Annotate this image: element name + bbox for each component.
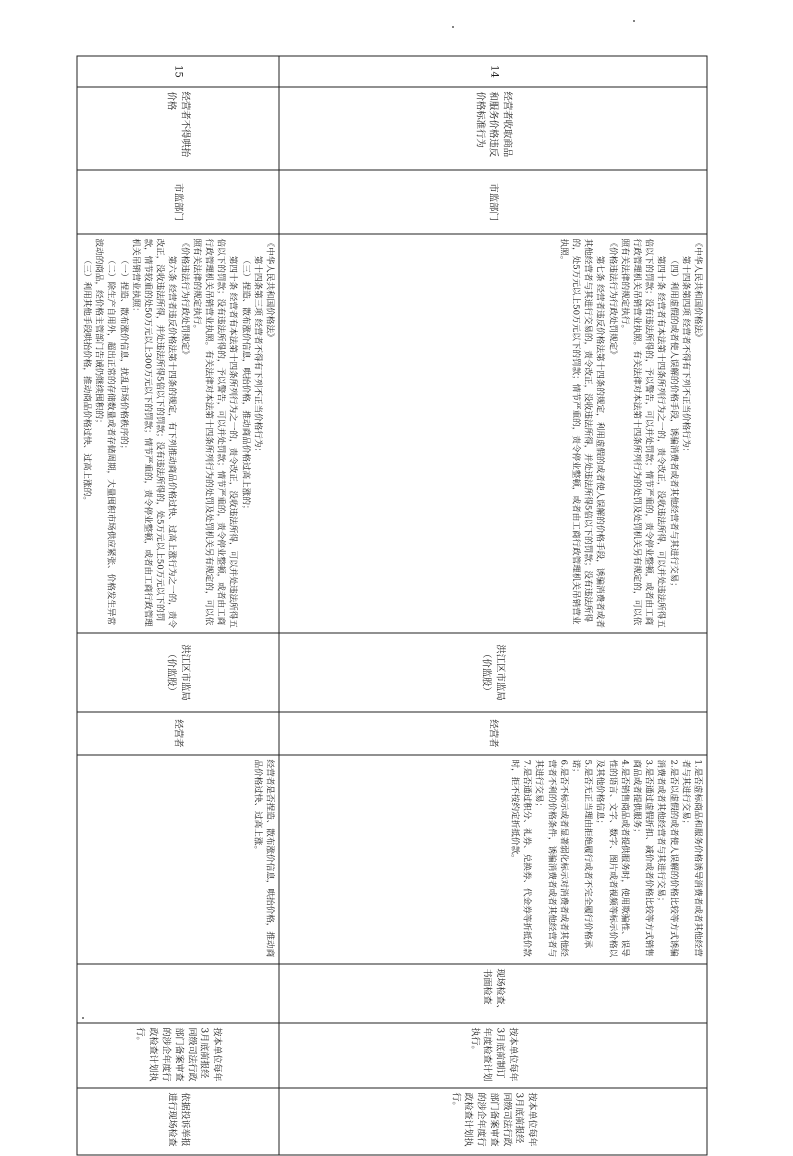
basis-line: 第四十条 经营者有本法第十四条所列行为之一的，责令改正，没收违法所得，可以并处违法所得五倍以下的罚款；没有违法所得的，予以警告，可以并处罚款；情节严重的，责令停业整顿，或者由工商行政管理机关吊销营业执照。有关法律对本法第十四条所列行为的处罚及处罚机关另有规定的，可以依照有关法律的规定执行。 (618, 238, 666, 628)
content-line: 经营者是否捏造、散布涨价信息，哄抬价格，推动商品价格过快、过高上涨。 (251, 759, 274, 958)
basis-line: 第十四条第三项 经营者不得有下列不正当价格行为： (251, 255, 262, 457)
basis-line: （二）除生产自用外，超出正常的存储数量或者存储周期，大量囤积市场供应紧张、价格发生异常波动的商品，经价格主管部门告诫仍继续囤积的； (93, 238, 116, 626)
basis-line: 《中华人民共和国价格法》 (264, 238, 274, 342)
inspection-content (279, 755, 707, 964)
basis-line: 第四十条 经营者有本法第十四条所列行为之一的，责令改正，没收违法所得，可以并处违法所得五倍以下的罚款；没有违法所得的，予以警告，可以并处罚款；情节严重的，责令停业整顿，或者由工商行政管理机关吊销营业执照。有关法律对本法第十四条所列行为的处罚及处罚机关另有规定的，可以依照有关法律的规定执行。 (190, 238, 238, 628)
inspection-object: 经营者 (76, 712, 278, 755)
inspection-method: 现场检查、书面检查 (279, 964, 707, 1023)
inspecting-organ: 洪江区市监局（价监股） (76, 633, 278, 712)
scan-speck (452, 26, 454, 28)
basis-line: 第七条 经营者违反价格法第十四条的规定，利用虚假的或者使人误解的价格手段，诱骗消费者或者其他经营者与其进行交易的，责令改正，没收违法所得，并处违法所得5倍以下的罚款；没有违法所得的，处5万元以上50万元以下的罚款；情节严重的，责令停业整顿，或者由工商行政管理机关吊销营业执照。 (557, 238, 605, 628)
content-line: 5.是否无正当理由拒绝履行或者不完全履行价格承诺； (569, 759, 593, 949)
inspection-item: 经营者收取商品和服务价格违反价格标准行为 (279, 87, 707, 170)
basis-line: 《价格违法行为行政处罚规定》 (606, 238, 617, 359)
table-row (279, 56, 707, 1155)
content-line: 6.是否不标示或者显著弱化标示对消费者或者其他经营者不利的价格条件，诱骗消费者或者其他经营者与其进行交易； (533, 759, 568, 958)
scan-speck (633, 20, 635, 22)
inspection-method (76, 964, 278, 1023)
rotated-table (80, 56, 707, 1147)
table-row (76, 56, 278, 1155)
inspection-content (76, 755, 278, 964)
legal-basis (279, 234, 707, 633)
row-number: 14 (279, 56, 707, 87)
basis-line: 《价格违法行为行政处罚规定》 (178, 238, 189, 359)
basis-line: 《中华人民共和国价格法》 (692, 238, 702, 342)
remarks: 按本单位每年3月底前报经同级司法行政部门备案审查的涉企年度行政检查计划执行。 (279, 1088, 707, 1155)
inspection-item: 经营者不得哄抬价格 (76, 87, 278, 170)
legal-basis (76, 234, 278, 633)
row-number: 15 (76, 56, 278, 87)
department: 市监部门 (76, 170, 278, 234)
inspection-object: 经营者 (279, 712, 707, 755)
department: 市监部门 (279, 170, 707, 234)
basis-line: （一）捏造、散布涨价信息，扰乱市场价格秩序的； (117, 255, 128, 454)
basis-line: （三）捏造、散布涨价信息，哄抬价格，推动商品价格过高上涨的； (239, 255, 250, 514)
basis-line: （四）利用虚假的或者使人误解的价格手段，诱骗消费者或者其他经营者与其进行交易； (667, 255, 678, 591)
inspection-table (76, 56, 707, 1156)
content-line: 2.是否以虚假的或者使人误解的价格比较等方式诱骗消费者或者其他经营者与其进行交易； (655, 759, 678, 957)
basis-line: （三）利用其他手段哄抬价格，推动商品价格过快、过高上涨的。 (80, 255, 91, 505)
remarks: 依据投诉举报进行现场检查 (76, 1088, 278, 1155)
inspection-frequency: 按本单位每年3月底前制订年度检查计划执行。 (279, 1023, 707, 1088)
content-line: 7.是否通过积分、礼券、兑换券、代金券等折抵价款时，拒不按约定折抵价款。 (508, 759, 532, 957)
basis-line: 第六条 经营者违反价格法第十四条的规定，有下列推动商品价格过快、过高上涨行为之一的，责令改正，没收违法所得，并处违法所得5倍以下的罚款；没有违法所得的，处5万元以上50万元以下的罚款，情节较重的处50万元以上300万元以下的罚款；情节严重的，责令停业整顿，或者由工商行政管理机关吊销营业执照： (129, 238, 177, 628)
basis-line: 第十四条第四项 经营者不得有下列不正当价格行为： (679, 255, 690, 457)
content-line: 3.是否通过虚假折扣、减价或者价格比较等方式销售商品或者提供服务； (630, 759, 654, 957)
content-line: 4.是否销售商品或者提供服务时，使用欺骗性、误导性的语言、文字、数字、图片或者视频等标示价格以及其他价格信息； (594, 759, 629, 958)
inspecting-organ: 洪江区市监局（价监股） (279, 633, 707, 712)
inspection-frequency: 按本单位每年3月底前报经同级司法行政部门备案审查的涉企年度行政检查计划执行。 (76, 1023, 278, 1088)
content-line: 1.是否虚标商品和服务价格诱导消费者或者其他经营者与其进行交易； (679, 759, 702, 957)
